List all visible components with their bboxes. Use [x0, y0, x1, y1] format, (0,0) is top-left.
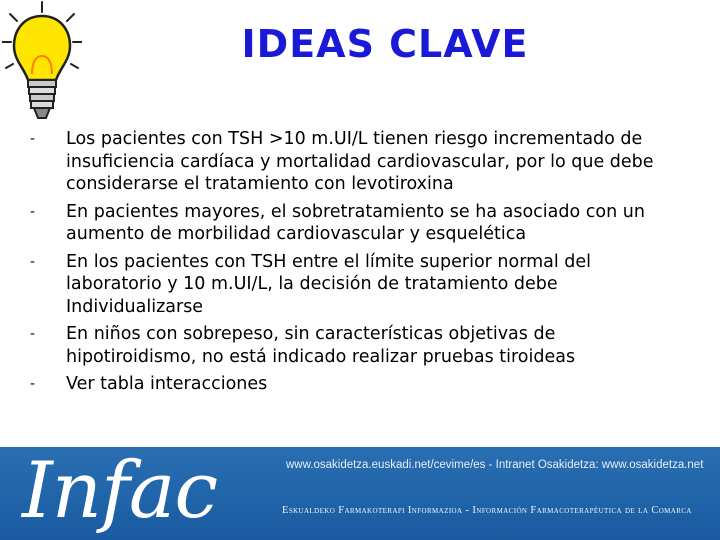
key-ideas-list [0, 128, 720, 401]
infac-logo: Infac [22, 447, 218, 536]
list-item-text: Los pacientes con TSH >10 m.UI/L tienen riesgo incrementado de insuficiencia cardíaca y mortalidad cardiovascular, por lo que debe considerarse el tratamiento con levotiroxina [66, 129, 654, 194]
bullet-marker: - [30, 326, 36, 342]
bullet-marker: - [30, 203, 36, 220]
list-item [0, 201, 720, 246]
lightbulb-icon [2, 0, 82, 135]
footer-tagline: Eskualdeko Farmakoterapi Informazioa - Información Farmacoterapéutica de la Comarca [282, 505, 692, 516]
bullet-marker: - [30, 131, 36, 147]
footer-links[interactable]: www.osakidetza.euskadi.net/cevime/es - Intranet Osakidetza: www.osakidetza.net [286, 459, 704, 471]
list-item-text: Ver tabla interacciones [66, 374, 268, 394]
list-item [0, 128, 720, 196]
list-item [0, 251, 720, 319]
list-item-text: En niños con sobrepeso, sin características objetivas de hipotiroidismo, no está indicado realizar pruebas tiroideas [66, 324, 576, 367]
page-title: IDEAS CLAVE [241, 22, 529, 66]
bullet-marker: - [30, 376, 36, 392]
list-item-text: En pacientes mayores, el sobretratamiento se ha asociado con un aumento de morbilidad cardiovascular y esquelética [66, 201, 645, 244]
footer-banner [0, 447, 720, 540]
bullet-marker: - [30, 253, 36, 270]
list-item-text: En los pacientes con TSH entre el límite superior normal del laboratorio y 10 m.UI/L, la decisión de tratamiento debe Individualizarse [66, 251, 592, 317]
list-item [0, 373, 720, 396]
list-item [0, 323, 720, 368]
